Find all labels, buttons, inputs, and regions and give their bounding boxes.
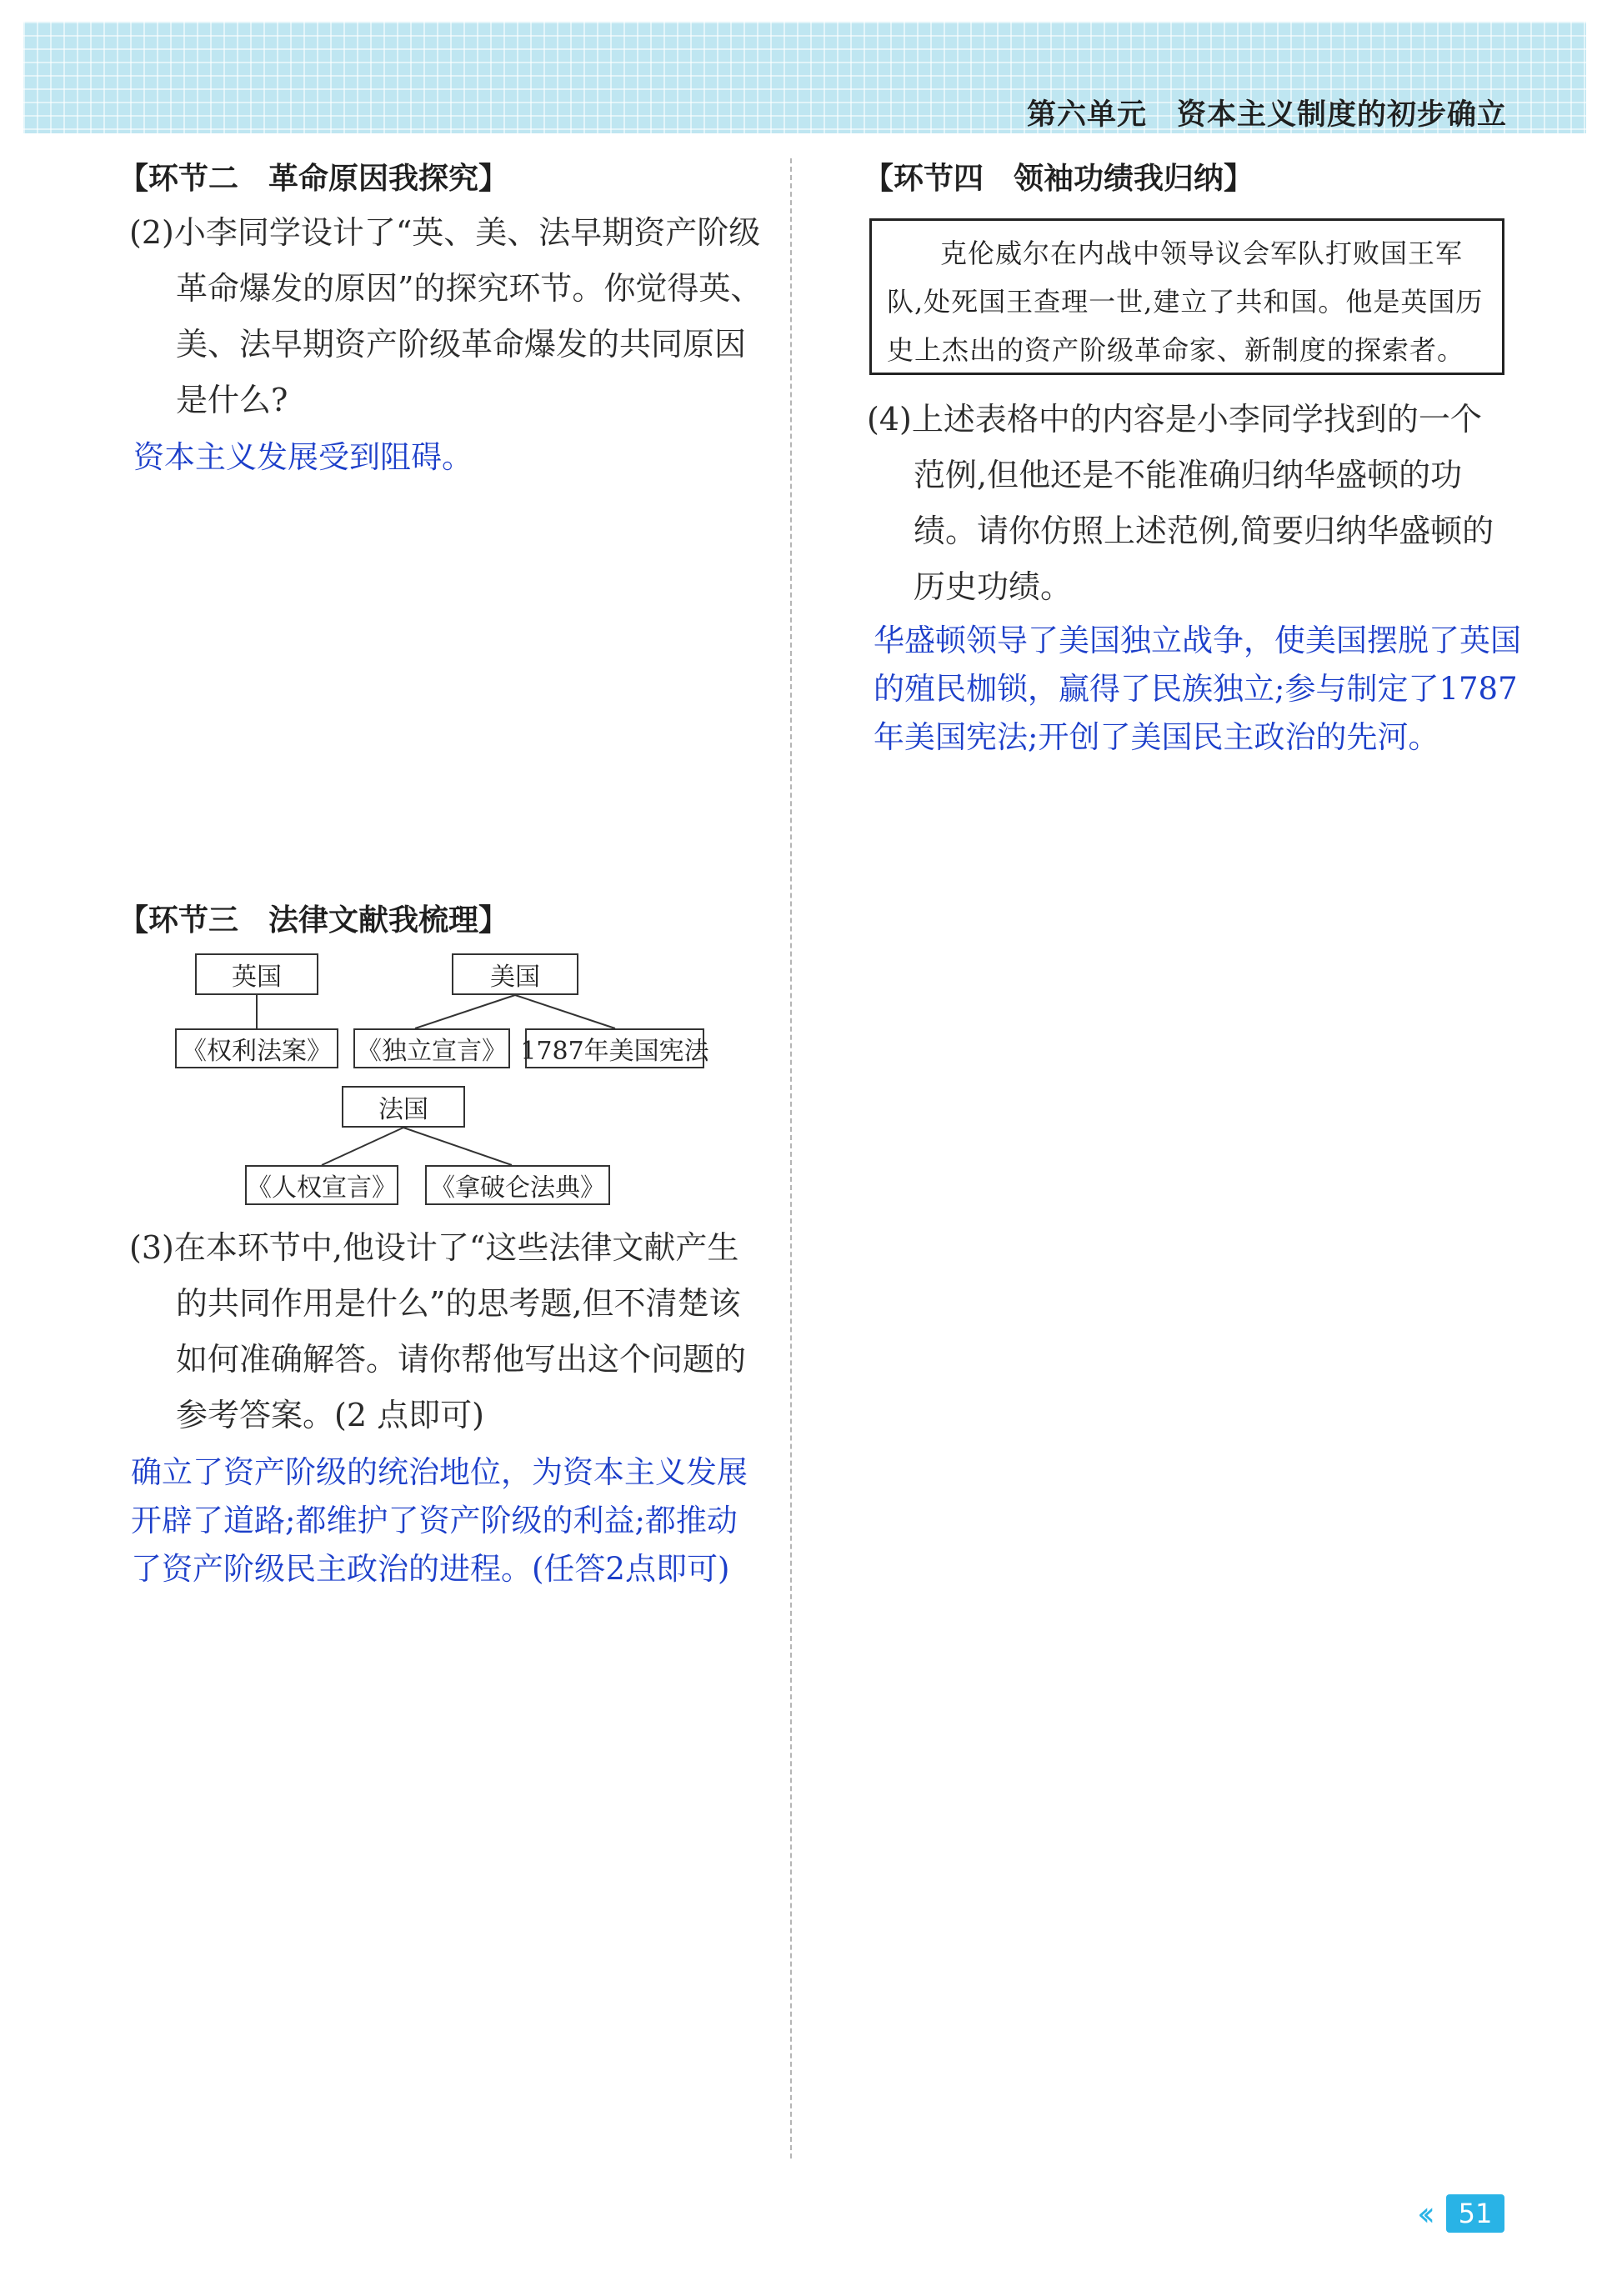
diagram-declaration-of-rights: 《人权宣言》 (245, 1165, 398, 1205)
question-2: (2)小李同学设计了“英、美、法早期资产阶级革命爆发的原因”的探究环节。你觉得英、美、法早期资产阶级革命爆发的共同原因是什么? (129, 214, 763, 418)
page-chevron-icon: ‹‹ (1417, 2195, 1427, 2233)
diagram-napoleonic-code: 《拿破仑法典》 (425, 1165, 610, 1205)
question-4: (4)上述表格中的内容是小李同学找到的一个范例,但他还是不能准确归纳华盛顿的功绩。请你仿照上述范例,简要归纳华盛顿的历史功绩。 (867, 401, 1494, 605)
answer-3: 确立了资产阶级的统治地位，为资本主义发展开辟了道路;都维护了资产阶级的利益;都推动了资产阶级民主政治的进程。(任答2点即可) (131, 1454, 748, 1587)
diagram-france: 法国 (342, 1086, 465, 1128)
diagram-us-constitution: 1787年美国宪法 (525, 1028, 704, 1068)
section4-heading: 【环节四 领袖功绩我归纳】 (864, 162, 1254, 196)
diagram-england: 英国 (195, 953, 318, 995)
diagram-bill-of-rights: 《权利法案》 (175, 1028, 338, 1068)
answer-4: 华盛顿领导了美国独立战争，使美国摆脱了英国的殖民枷锁，赢得了民族独立;参与制定了1787年美国宪法;开创了美国民主政治的先河。 (874, 623, 1521, 755)
unit-title: 第六单元 资本主义制度的初步确立 (1026, 98, 1507, 132)
page-number: 51 (1446, 2194, 1504, 2233)
diagram-declaration-of-independence: 《独立宣言》 (353, 1028, 510, 1068)
cromwell-example-box: 克伦威尔在内战中领导议会军队打败国王军队,处死国王查理一世,建立了共和国。他是英国历史上杰出的资产阶级革命家、新制度的探索者。 (869, 218, 1504, 375)
question-3: (3)在本环节中,他设计了“这些法律文献产生的共同作用是什么”的思考题,但不清楚该如何准确解答。请你帮他写出这个问题的参考答案。(2 点即可) (129, 1229, 747, 1433)
answer-2: 资本主义发展受到阻碍。 (133, 439, 473, 475)
section3-heading: 【环节三 法律文献我梳理】 (118, 903, 509, 938)
section2-heading: 【环节二 革命原因我探究】 (118, 162, 509, 196)
diagram-usa: 美国 (452, 953, 578, 995)
